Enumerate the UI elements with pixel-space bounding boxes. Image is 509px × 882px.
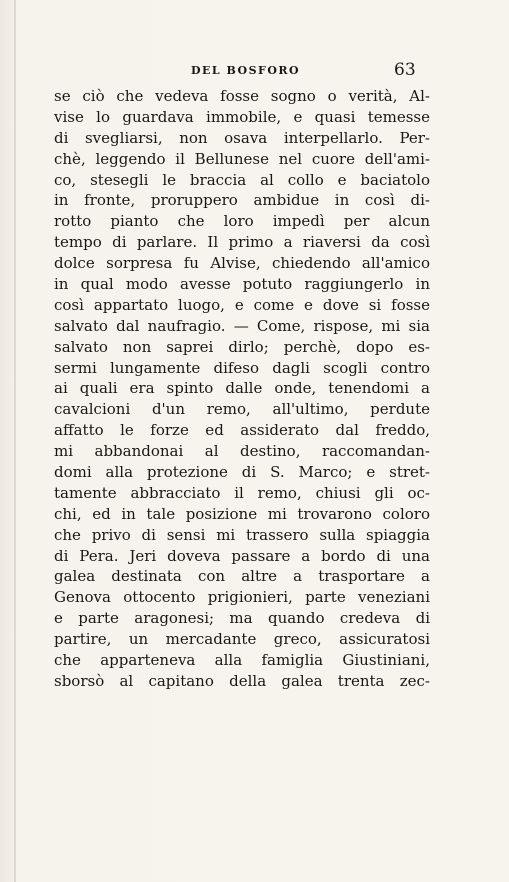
text-line: se ciò che vedeva fosse sogno o verità, Al-	[54, 87, 430, 105]
text-line: salvato dal naufragio. — Come, rispose, mi sia	[54, 316, 430, 335]
text-line: sermi lungamente difeso dagli scogli contro	[54, 358, 430, 377]
text-line: Genova ottocento prigionieri, parte veneziani	[54, 588, 430, 607]
page-number: 63	[394, 60, 416, 80]
body-text	[54, 86, 430, 692]
running-head: DEL BOSFORO	[191, 64, 301, 77]
text-line: co, stesegli le braccia al collo e baciatolo	[54, 170, 430, 189]
text-line: affatto le forze ed assiderato dal freddo,	[54, 421, 430, 440]
text-line: chè, leggendo il Bellunese nel cuore dell'ami-	[54, 149, 430, 168]
text-line: salvato non saprei dirlo; perchè, dopo es-	[54, 337, 430, 356]
text-line: sborsò al capitano della galea trenta zec-	[54, 671, 430, 690]
page-header	[0, 60, 509, 84]
text-line: in qual modo avesse potuto raggiungerlo in	[54, 275, 430, 294]
text-line: tempo di parlare. Il primo a riaversi da così	[54, 233, 430, 252]
text-line: rotto pianto che loro impedì per alcun	[54, 212, 430, 231]
text-line: cavalcioni d'un remo, all'ultimo, perdute	[54, 400, 430, 419]
text-line: dolce sorpresa fu Alvise, chiedendo all'amico	[54, 254, 430, 273]
text-line: partire, un mercadante greco, assicuratosi	[54, 630, 430, 649]
text-line: di Pera. Jeri doveva passare a bordo di una	[54, 546, 430, 565]
text-line: di svegliarsi, non osava interpellarlo. Per-	[54, 128, 430, 147]
text-line: in fronte, proruppero ambidue in così di-	[54, 191, 430, 210]
text-line: domi alla protezione di S. Marco; e stret-	[54, 463, 430, 482]
binding-gutter	[14, 0, 16, 882]
text-line: galea destinata con altre a trasportare a	[54, 567, 430, 586]
text-line: tamente abbracciato il remo, chiusi gli oc-	[54, 483, 430, 502]
text-line: che apparteneva alla famiglia Giustiniani,	[54, 651, 430, 670]
text-line: chi, ed in tale posizione mi trovarono coloro	[54, 504, 430, 523]
text-line: che privo di sensi mi trassero sulla spiaggia	[54, 525, 430, 544]
text-line: e parte aragonesi; ma quando credeva di	[54, 609, 430, 628]
text-line: ai quali era spinto dalle onde, tenendomi a	[54, 379, 430, 398]
text-line: vise lo guardava immobile, e quasi temesse	[54, 107, 430, 126]
text-line: così appartato luogo, e come e dove si fosse	[54, 295, 430, 314]
text-line: mi abbandonai al destino, raccomandan-	[54, 442, 430, 461]
